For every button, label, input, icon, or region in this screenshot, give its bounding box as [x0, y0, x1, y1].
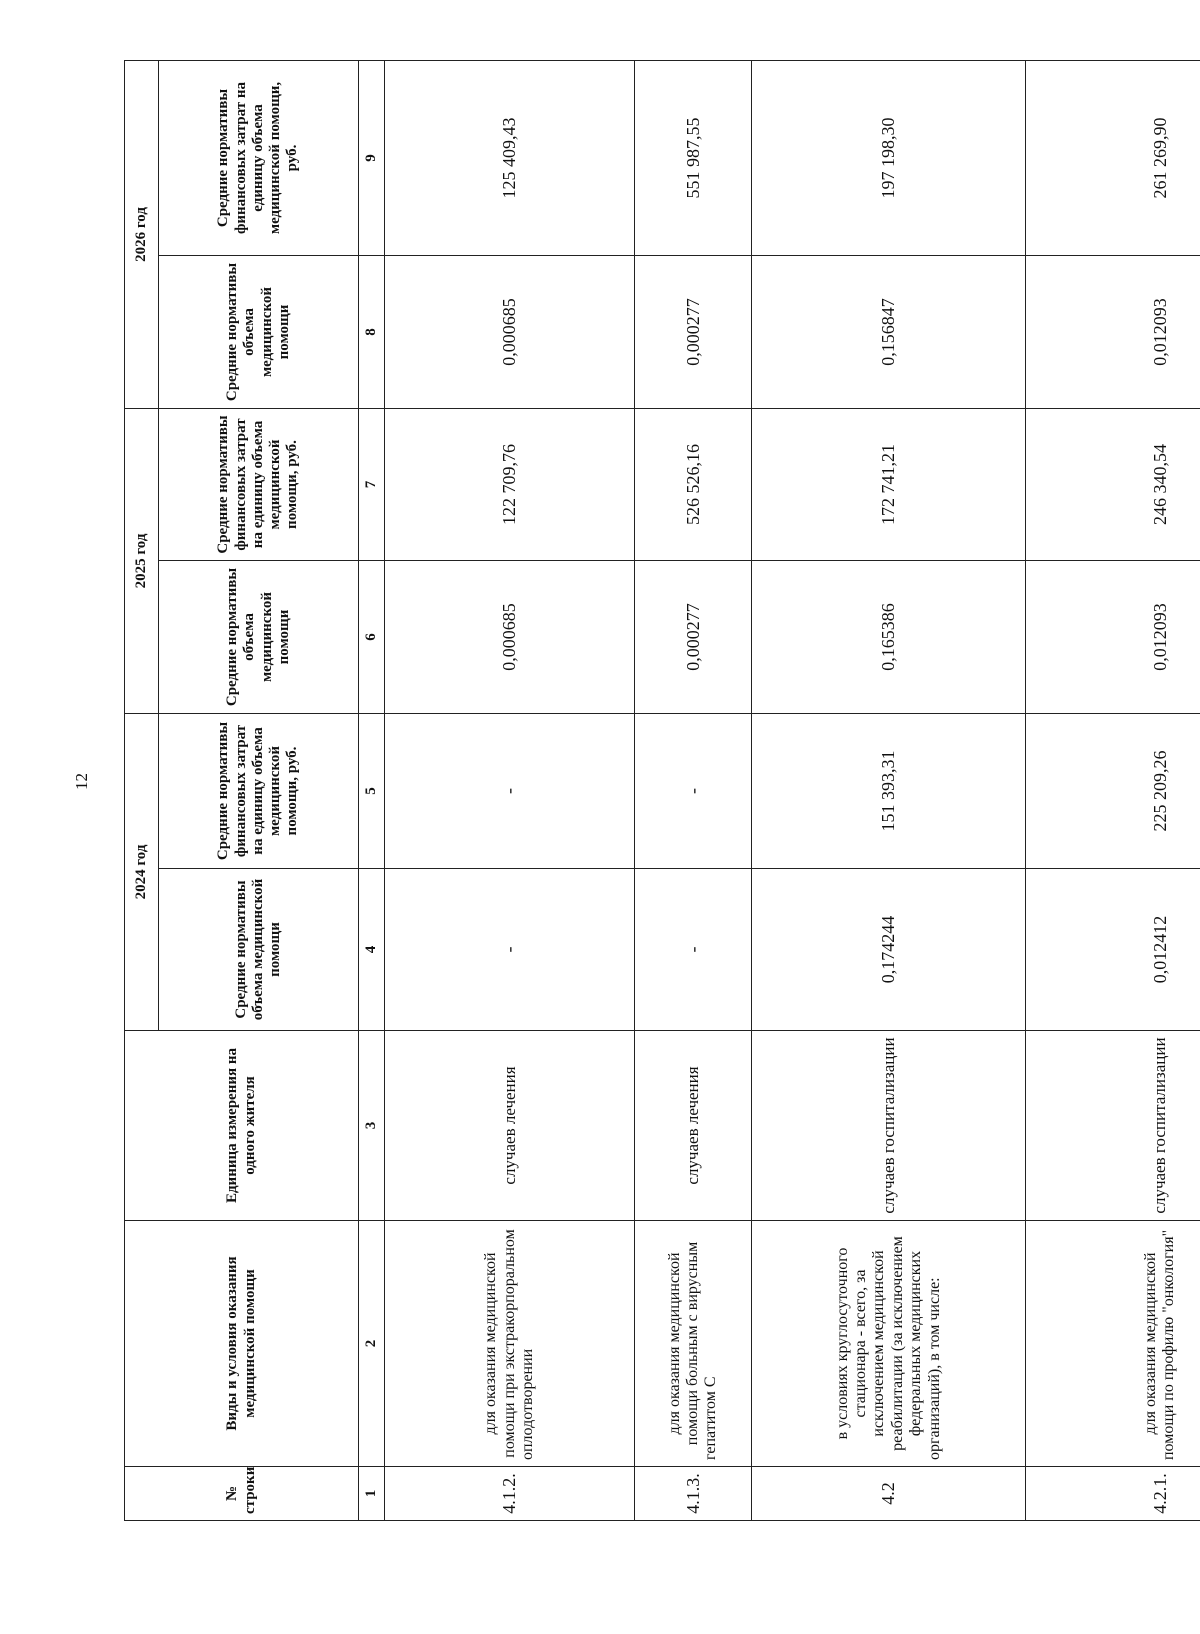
medical-care-norms-table: [124, 60, 1200, 1521]
cost-2026: 261 269,90: [1026, 61, 1200, 256]
table-row: [752, 61, 1026, 1521]
header-row-number: № строки: [125, 1467, 359, 1521]
header-unit: Единица измерения на одного жителя: [125, 1031, 359, 1221]
header-cost-norm-2026: Средние нормативы финансовых затрат на единицу объема медицинской помощи, руб.: [159, 61, 359, 256]
column-number: 5: [359, 714, 385, 869]
row-unit: случаев лечения: [385, 1031, 635, 1221]
table-row: [385, 61, 635, 1521]
column-number: 4: [359, 869, 385, 1031]
cost-2026: 197 198,30: [752, 61, 1026, 256]
row-description: для оказания медицинской помощи по профилю "онкология": [1026, 1221, 1200, 1467]
cost-2025: 246 340,54: [1026, 409, 1200, 561]
row-unit: случаев лечения: [635, 1031, 752, 1221]
volume-2026: 0,000685: [385, 256, 635, 409]
volume-2024: 0,012412: [1026, 869, 1200, 1031]
volume-2026: 0,156847: [752, 256, 1026, 409]
column-number: 3: [359, 1031, 385, 1221]
row-description: в условиях круглосуточного стационара - всего, за исключением медицинской реабилитации (за исключением федеральных медицинских организаций), в том числе:: [752, 1221, 1026, 1467]
cost-2026: 125 409,43: [385, 61, 635, 256]
row-number: 4.2.1.: [1026, 1467, 1200, 1521]
row-description: для оказания медицинской помощи при экстракорпоральном оплодотворении: [385, 1221, 635, 1467]
row-number: 4.1.3.: [635, 1467, 752, 1521]
column-number: 7: [359, 409, 385, 561]
rotated-table-container: [124, 61, 1200, 1521]
cost-2024: 225 209,26: [1026, 714, 1200, 869]
volume-2024: -: [385, 869, 635, 1031]
cost-2024: -: [635, 714, 752, 869]
header-volume-norm-2024: Средние нормативы объема медицинской помощи: [159, 869, 359, 1031]
volume-2025: 0,165386: [752, 561, 1026, 714]
column-number: 2: [359, 1221, 385, 1467]
table-row: [1026, 61, 1200, 1521]
header-year-2025: 2025 год: [125, 409, 159, 714]
page-number: 12: [72, 773, 91, 790]
volume-2024: -: [635, 869, 752, 1031]
cost-2024: -: [385, 714, 635, 869]
volume-2024: 0,174244: [752, 869, 1026, 1031]
row-unit: случаев госпитализации: [752, 1031, 1026, 1221]
row-description: для оказания медицинской помощи больным с вирусным гепатитом С: [635, 1221, 752, 1467]
header-year-2026: 2026 год: [125, 61, 159, 409]
cost-2025: 122 709,76: [385, 409, 635, 561]
header-year-2024: 2024 год: [125, 714, 159, 1031]
cost-2025: 172 741,21: [752, 409, 1026, 561]
column-number: 9: [359, 61, 385, 256]
header-volume-norm-2026: Средние нормативы объема медицинской помощи: [159, 256, 359, 409]
row-number: 4.1.2.: [385, 1467, 635, 1521]
column-number: 1: [359, 1467, 385, 1521]
cost-2026: 551 987,55: [635, 61, 752, 256]
volume-2025: 0,012093: [1026, 561, 1200, 714]
header-volume-norm-2025: Средние нормативы объема медицинской помощи: [159, 561, 359, 714]
volume-2025: 0,000277: [635, 561, 752, 714]
header-cost-norm-2024: Средние нормативы финансовых затрат на единицу объема медицинской помощи, руб.: [159, 714, 359, 869]
volume-2025: 0,000685: [385, 561, 635, 714]
column-number: 6: [359, 561, 385, 714]
row-unit: случаев госпитализации: [1026, 1031, 1200, 1221]
header-cost-norm-2025: Средние нормативы финансовых затрат на единицу объема медицинской помощи, руб.: [159, 409, 359, 561]
row-number: 4.2: [752, 1467, 1026, 1521]
header-type-and-conditions: Виды и условия оказания медицинской помощи: [125, 1221, 359, 1467]
cost-2024: 151 393,31: [752, 714, 1026, 869]
column-number: 8: [359, 256, 385, 409]
cost-2025: 526 526,16: [635, 409, 752, 561]
table-row: [635, 61, 752, 1521]
volume-2026: 0,000277: [635, 256, 752, 409]
volume-2026: 0,012093: [1026, 256, 1200, 409]
